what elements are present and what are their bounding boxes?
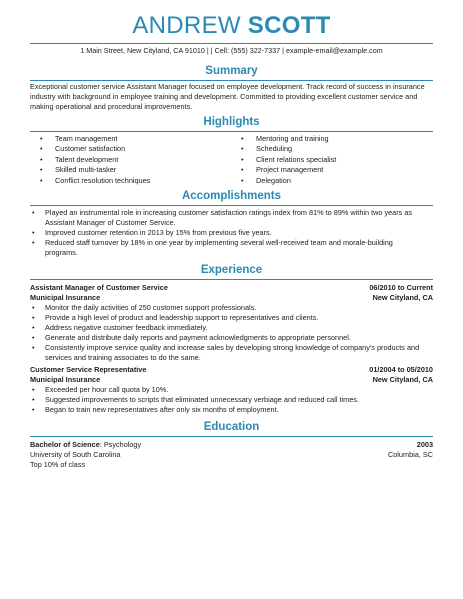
degree [30, 440, 141, 449]
accomplishment-item: • Reduced staff turnover by 18% in one year by implementing several well-received team and morale-building programs. [30, 238, 425, 258]
experience-divider [30, 279, 433, 280]
summary-divider [30, 80, 433, 81]
accomplishments-heading: Accomplishments [181, 190, 282, 202]
highlight-item: • Scheduling [241, 144, 431, 154]
job-title-row [30, 283, 433, 293]
highlights-left-list [40, 134, 230, 186]
school-row [30, 450, 433, 460]
job-bullet: • Consistently improve service quality and increase sales by developing strong knowledge of company's products and services and training associates to do the same. [30, 343, 425, 363]
highlight-item: • Talent development [40, 155, 230, 165]
job-role: Assistant Manager of Customer Service [30, 283, 168, 292]
job-bullet: • Exceeded per hour call quota by 10%. [30, 385, 425, 395]
highlights-right-list [241, 134, 431, 186]
job-bullet: • Address negative customer feedback immediately. [30, 323, 425, 333]
job-company-row [30, 293, 433, 303]
highlight-item: • Mentoring and training [241, 134, 431, 144]
contact-line: 1 Main Street, New Cityland, CA 91010 | | Cell: (555) 322-7337 | example-email@example.com [80, 46, 383, 55]
job-location: New Cityland, CA [372, 375, 433, 384]
highlight-item: • Conflict resolution techniques [40, 176, 230, 186]
job-bullet: • Monitor the daily activities of 250 customer support professionals. [30, 303, 425, 313]
degree-type: Bachelor of Science [30, 440, 100, 449]
accomplishments-list [30, 208, 425, 258]
job-bullet: • Suggested improvements to scripts that eliminated unnecessary verbiage and reduced call times. [30, 395, 425, 405]
job-bullet: • Began to train new representatives after only six months of employment. [30, 405, 425, 415]
job-company: Municipal Insurance [30, 293, 101, 302]
experience-heading: Experience [200, 264, 263, 276]
job-bullet: • Generate and distribute daily reports and payment acknowledgments to appropriate personnel. [30, 333, 425, 343]
degree-field: : Psychology [99, 440, 142, 449]
job-bullet: • Provide a high level of product and leadership support to representatives and clients. [30, 313, 425, 323]
degree-row [30, 440, 433, 450]
job-bullets [30, 303, 425, 363]
school-location: Columbia, SC [387, 450, 433, 459]
summary-heading: Summary [205, 65, 258, 77]
highlights-heading: Highlights [203, 116, 260, 128]
school-name: University of South Carolina [30, 450, 121, 459]
job-title-row [30, 365, 433, 375]
highlight-item: • Team management [40, 134, 230, 144]
education-heading: Education [203, 421, 260, 433]
highlight-item: • Delegation [241, 176, 431, 186]
highlight-item: • Client relations specialist [241, 155, 431, 165]
education-honor: Top 10% of class [30, 460, 86, 469]
education-divider [30, 436, 433, 437]
honor-row [30, 460, 433, 470]
summary-text: Exceptional customer service Assistant Manager focused on employee development. Track record of success in insurance industry with background in employee training and development. Committed to providing excellent customer service and making operational and procedural improvements. [30, 82, 425, 111]
accomplishment-item: • Played an instrumental role in increasing customer satisfaction ratings index from 81% to 89% within two years as Assistant Manager of Customer Service. [30, 208, 425, 228]
name-divider [30, 43, 433, 44]
candidate-name [0, 12, 463, 40]
highlight-item: • Customer satisfaction [40, 144, 230, 154]
highlight-item: • Skilled multi-tasker [40, 165, 230, 175]
job-company: Municipal Insurance [30, 375, 101, 384]
job-dates: 01/2004 to 05/2010 [369, 365, 433, 374]
highlight-item: • Project management [241, 165, 431, 175]
job-role: Customer Service Representative [30, 365, 147, 374]
job-bullets [30, 385, 425, 415]
job-location: New Cityland, CA [372, 293, 433, 302]
accomplishments-divider [30, 205, 433, 206]
job-dates: 06/2010 to Current [369, 283, 433, 292]
highlights-divider [30, 131, 433, 132]
accomplishment-item: • Improved customer retention in 2013 by 15% from previous five years. [30, 228, 425, 238]
first-name: ANDREW [132, 12, 241, 39]
job-company-row [30, 375, 433, 385]
last-name: SCOTT [247, 12, 331, 39]
graduation-year: 2003 [416, 440, 433, 449]
